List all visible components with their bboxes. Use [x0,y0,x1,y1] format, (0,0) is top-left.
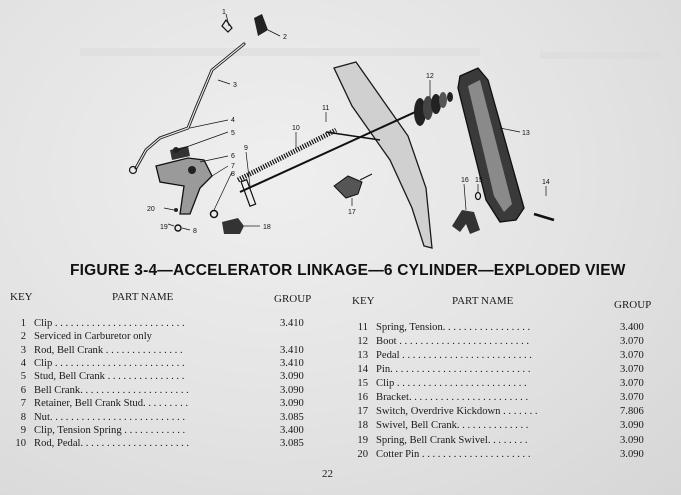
table-row [346,377,666,390]
key-cell: 19 [357,435,368,446]
table-row [346,405,666,418]
part-name-cell: Rod, Pedal. . . . . . . . . . . . . . . . . . . . . [34,438,190,449]
key-cell: 13 [357,350,368,361]
part-name-cell: Pedal . . . . . . . . . . . . . . . . . . . . . . . . . [376,350,532,361]
key-cell: 16 [357,392,368,403]
bell-crank-rod [136,44,244,168]
group-cell: 3.070 [620,378,644,389]
callout-8-lower: 8 [193,228,197,235]
table-row [4,357,314,370]
table-row [4,384,314,397]
callout-15: 15 [475,177,483,184]
key-cell: 9 [20,425,26,436]
key-cell: 4 [20,358,26,369]
group-cell: 3.070 [620,350,644,361]
callout-20: 20 [147,206,155,213]
table-row [346,391,666,404]
page-number: 22 [322,468,333,480]
floor-panel [334,62,432,248]
group-cell: 3.090 [620,420,644,431]
group-cell: 3.090 [620,435,644,446]
key-cell: 20 [357,449,368,460]
table-row [346,448,666,461]
callout-13: 13 [522,130,530,137]
key-cell: 2 [20,331,26,342]
callout-8: 8 [231,171,235,178]
bell-crank-swivel [222,218,244,234]
table-row [4,411,314,424]
table-row [4,437,314,450]
group-cell: 3.410 [280,318,304,329]
table-row [4,370,314,383]
group-cell: 3.085 [280,438,304,449]
group-cell: 3.085 [280,412,304,423]
group-cell: 3.410 [280,358,304,369]
part-name-cell: Boot . . . . . . . . . . . . . . . . . . . . . . . . . [376,336,530,347]
part-name-cell: Serviced in Carburetor only [34,331,152,342]
pedal-bracket [452,210,480,234]
group-cell: 3.090 [620,449,644,460]
key-cell: 3 [20,345,26,356]
part-name-cell: Stud, Bell Crank . . . . . . . . . . . . . . . [34,371,185,382]
callout-2: 2 [283,34,287,41]
right-group-header: GROUP [614,299,652,311]
carburetor-lever [254,14,268,36]
table-row [4,330,314,343]
key-cell: 14 [357,364,368,375]
callout-3: 3 [233,82,237,89]
key-cell: 1 [20,318,26,329]
part-name-cell: Bracket. . . . . . . . . . . . . . . . . . . . . . . [376,392,529,403]
callout-7: 7 [231,163,235,170]
table-row [346,349,666,362]
key-cell: 8 [20,412,26,423]
table-row [346,321,666,334]
key-cell: 7 [20,398,26,409]
part-name-cell: Retainer, Bell Crank Stud. . . . . . . . . [34,398,189,409]
key-cell: 17 [357,406,368,417]
table-row [4,317,314,330]
callout-1: 1 [222,9,226,16]
left-key-header: KEY [10,291,33,303]
group-cell: 3.090 [280,385,304,396]
figure-caption: FIGURE 3-4—ACCELERATOR LINKAGE—6 CYLINDER—EXPLODED VIEW [70,262,626,279]
part-name-cell: Rod, Bell Crank . . . . . . . . . . . . . . . [34,345,183,356]
callout-18: 18 [263,224,271,231]
callout-9: 9 [244,145,248,152]
part-name-cell: Spring, Tension. . . . . . . . . . . . . . . . . [376,322,531,333]
group-cell: 3.410 [280,345,304,356]
table-row [4,397,314,410]
callout-4: 4 [231,117,235,124]
callout-12: 12 [426,73,434,80]
group-cell: 3.070 [620,336,644,347]
callout-11: 11 [322,105,330,112]
right-part-name-header: PART NAME [452,295,514,307]
group-cell: 7.806 [620,406,644,417]
table-row [4,344,314,357]
key-cell: 6 [20,385,26,396]
part-name-cell: Swivel, Bell Crank. . . . . . . . . . . . . . [376,420,529,431]
group-cell: 3.070 [620,392,644,403]
callout-6: 6 [231,153,235,160]
part-name-cell: Bell Crank. . . . . . . . . . . . . . . . . . . . . [34,385,189,396]
pedal-pin [534,214,554,220]
table-row [4,424,314,437]
part-name-cell: Clip, Tension Spring . . . . . . . . . . . . [34,425,186,436]
key-cell: 5 [20,371,26,382]
bell-crank [156,158,212,214]
group-cell: 3.400 [620,322,644,333]
part-name-cell: Clip . . . . . . . . . . . . . . . . . . . . . . . . . [376,378,527,389]
part-name-cell: Nut. . . . . . . . . . . . . . . . . . . . . . . . . . [34,412,185,423]
group-cell: 3.400 [280,425,304,436]
kickdown-switch [334,176,362,198]
callout-5: 5 [231,130,235,137]
group-cell: 3.090 [280,371,304,382]
table-row [346,363,666,376]
callout-19: 19 [160,224,168,231]
key-cell: 10 [15,438,26,449]
callout-16: 16 [461,177,469,184]
key-cell: 18 [357,420,368,431]
right-key-header: KEY [352,295,375,307]
table-row [346,335,666,348]
boot [414,92,453,126]
key-cell: 11 [357,322,368,333]
part-name-cell: Spring, Bell Crank Swivel. . . . . . . . [376,435,528,446]
part-name-cell: Pin. . . . . . . . . . . . . . . . . . . . . . . . . . . [376,364,531,375]
key-cell: 12 [357,336,368,347]
part-name-cell: Clip . . . . . . . . . . . . . . . . . . . . . . . . . [34,358,185,369]
key-cell: 15 [357,378,368,389]
group-cell: 3.070 [620,364,644,375]
left-group-header: GROUP [274,293,312,305]
group-cell: 3.090 [280,398,304,409]
callout-10: 10 [292,125,300,132]
table-row [346,419,666,432]
callout-14: 14 [542,179,550,186]
callout-17: 17 [348,209,356,216]
left-part-name-header: PART NAME [112,291,174,303]
part-name-cell: Switch, Overdrive Kickdown . . . . . . . [376,406,538,417]
table-row [346,434,666,447]
part-name-cell: Cotter Pin . . . . . . . . . . . . . . . . . . . . . [376,449,531,460]
part-name-cell: Clip . . . . . . . . . . . . . . . . . . . . . . . . . [34,318,185,329]
